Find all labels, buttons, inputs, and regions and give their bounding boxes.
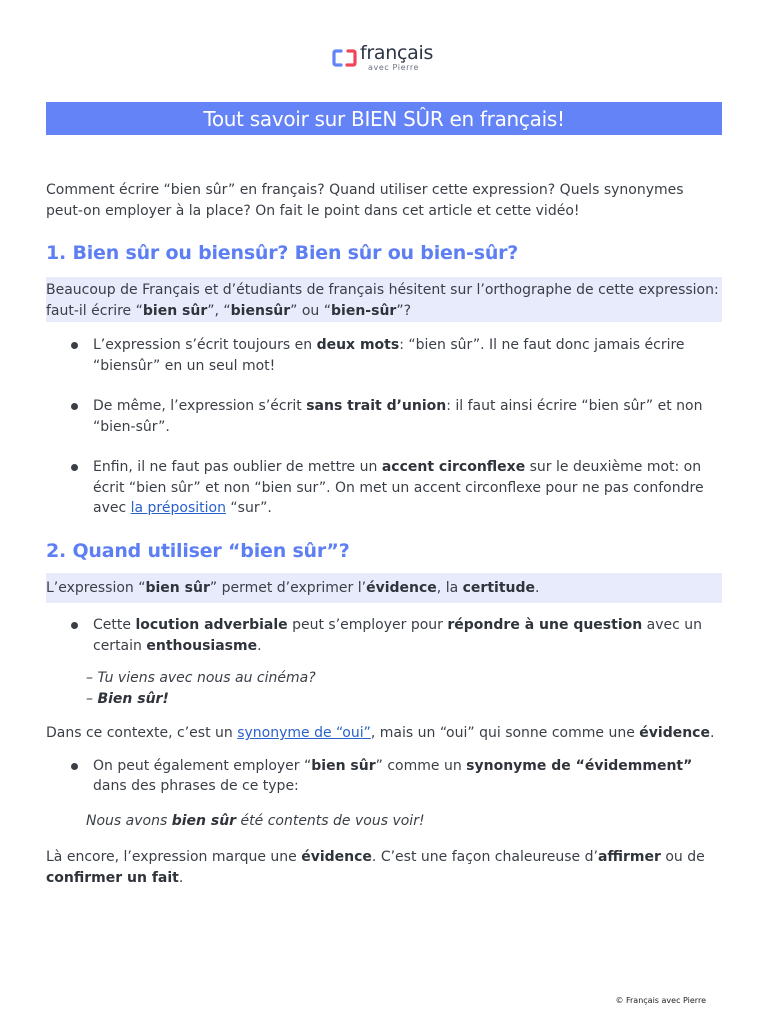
text: . [535, 579, 540, 596]
section-1-list [46, 335, 722, 519]
bold-text: enthousiasme [146, 637, 258, 654]
text: ” comme un [375, 757, 467, 774]
bold-text: certitude [462, 579, 535, 596]
bold-text: deux mots [316, 337, 400, 353]
bold-text: évidence [301, 849, 372, 865]
text: été contents de vous voir! [236, 812, 425, 829]
text: . C’est une façon chaleureuse d’ [371, 849, 598, 865]
text: . [178, 869, 184, 886]
list-item [46, 615, 722, 656]
bold-text: évidence [639, 725, 710, 741]
section-2-heading: 2. Quand utiliser “bien sûr”? [46, 539, 350, 562]
logo-subtitle: avec Pierre [368, 63, 420, 72]
text: . [709, 725, 715, 741]
dialog-line-question: – Tu viens avec nous au cinéma? [86, 670, 316, 686]
logo-name: français [360, 42, 434, 64]
logo-brackets-icon [332, 48, 358, 68]
text: Cette [93, 617, 136, 633]
text: “sur”. [225, 500, 272, 516]
text: : “bien sûr”. Il ne faut donc jamais écrire “biensûr” en un seul mot! [93, 337, 685, 374]
bold-text: bien sûr [142, 302, 208, 319]
bold-text: affirmer [597, 849, 661, 865]
text: Beaucoup de Français et d’étudiants de français hésitent sur l’orthographe de cette expression: faut-il écrire “ [46, 282, 719, 319]
article-body [46, 180, 722, 888]
text: ”? [396, 302, 411, 319]
text: ” ou “ [290, 302, 332, 319]
text: : il faut ainsi écrire “bien sûr” et non “bien-sûr”. [93, 398, 703, 435]
text: . [257, 637, 262, 654]
text: Là encore, l’expression marque une [46, 849, 302, 865]
bold-text: locution adverbiale [135, 617, 288, 633]
example-sentence [46, 811, 722, 832]
context-paragraph [46, 723, 722, 744]
bold-text: confirmer un fait [46, 869, 179, 886]
section-2-list [46, 615, 722, 656]
text: – [86, 690, 98, 707]
text: Nous avons [86, 812, 172, 829]
bold-text: répondre à une question [447, 617, 643, 633]
title-banner: Tout savoir sur BIEN SÛR en français! [46, 102, 722, 135]
footer-copyright: © Français avec Pierre [615, 996, 706, 1005]
section-2-highlight [46, 573, 722, 604]
text: ou de [660, 849, 705, 865]
list-item [46, 335, 722, 376]
text: On peut également employer “ [93, 757, 312, 774]
intro-paragraph: Comment écrire “bien sûr” en français? Quand utiliser cette expression? Quels synonymes peut-on employer à la place? On fait le point dans cet article et cette vidéo! [46, 182, 684, 219]
bold-text: sans trait d’union [306, 398, 447, 414]
text: , la [436, 579, 463, 596]
bold-text: biensûr [230, 302, 291, 319]
text: Dans ce contexte, c’est un [46, 725, 238, 741]
text: dans des phrases de ce type: [93, 778, 299, 794]
bold-text: bien sûr [311, 757, 376, 774]
bold-text: synonyme de “évidemment” [466, 757, 693, 774]
text: , mais un “oui” qui sonne comme une [370, 725, 640, 741]
list-item [46, 457, 722, 519]
text: sur le deuxième mot: on écrit “bien sûr” et non “bien sur”. On met un accent circonflexe pour ne pas confondre avec [93, 459, 704, 516]
dialog-example [46, 668, 722, 709]
bold-text: bien-sûr [331, 302, 397, 319]
section-2-list-b [46, 756, 722, 797]
bold-text: bien sûr [171, 812, 237, 829]
text: ”, “ [207, 302, 231, 319]
bold-text: bien sûr [145, 579, 210, 596]
text: avec un certain [93, 617, 703, 654]
text: L’expression “ [46, 579, 146, 596]
section-1-highlight [46, 277, 722, 322]
final-paragraph [46, 847, 722, 888]
text: ” permet d’exprimer l’ [209, 579, 367, 596]
link-synonyme-oui[interactable]: synonyme de “oui” [237, 725, 371, 741]
list-item [46, 396, 722, 437]
bold-text: évidence [366, 579, 437, 596]
text: Enfin, il ne faut pas oublier de mettre un [93, 459, 382, 475]
link-preposition[interactable]: la préposition [130, 500, 226, 516]
bold-text: Bien sûr! [97, 690, 169, 707]
text: peut s’employer pour [287, 617, 448, 633]
dialog-line-answer [86, 689, 722, 710]
text: L’expression s’écrit toujours en [93, 337, 317, 353]
bold-text: accent circonflexe [381, 459, 526, 475]
site-logo[interactable] [332, 44, 433, 72]
section-1-heading: 1. Bien sûr ou biensûr? Bien sûr ou bien-sûr? [46, 242, 519, 264]
list-item [46, 756, 722, 797]
text: De même, l’expression s’écrit [93, 398, 307, 414]
